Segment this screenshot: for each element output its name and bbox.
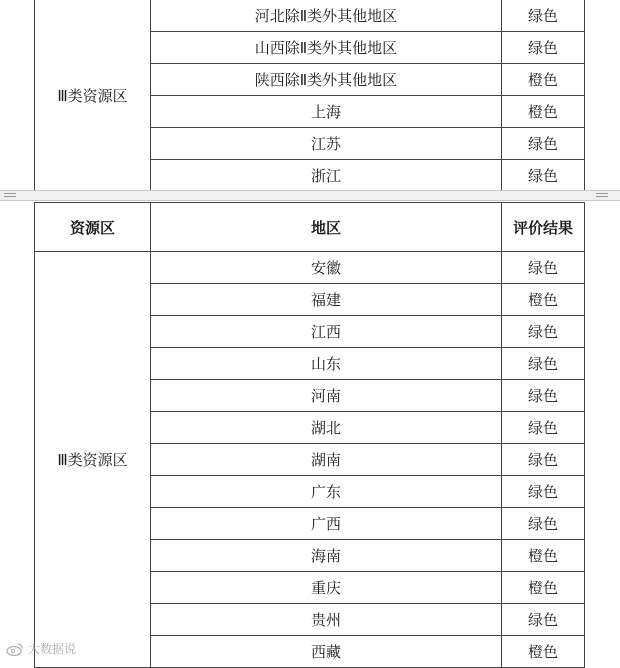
table-row	[35, 0, 585, 32]
result-cell: 绿色	[502, 252, 585, 284]
result-cell: 绿色	[502, 508, 585, 540]
region-cell: 广东	[151, 476, 502, 508]
region-cell: 河南	[151, 380, 502, 412]
weibo-icon	[6, 642, 24, 656]
zone-cell: Ⅲ类资源区	[35, 0, 151, 192]
column-header-zone: 资源区	[35, 203, 151, 252]
table-header-row	[35, 203, 585, 252]
region-cell: 广西	[151, 508, 502, 540]
region-cell: 陕西除Ⅱ类外其他地区	[151, 64, 502, 96]
result-cell: 绿色	[502, 348, 585, 380]
resource-zone-table-continued	[34, 0, 585, 192]
region-cell: 西藏	[151, 636, 502, 668]
result-cell: 绿色	[502, 0, 585, 32]
resource-zone-table	[34, 202, 585, 668]
result-cell: 橙色	[502, 64, 585, 96]
region-cell: 江西	[151, 316, 502, 348]
result-cell: 绿色	[502, 32, 585, 64]
result-cell: 绿色	[502, 380, 585, 412]
result-cell: 绿色	[502, 444, 585, 476]
region-cell: 山东	[151, 348, 502, 380]
result-cell: 绿色	[502, 128, 585, 160]
result-cell: 橙色	[502, 636, 585, 668]
region-cell: 湖南	[151, 444, 502, 476]
region-cell: 福建	[151, 284, 502, 316]
region-cell: 河北除Ⅱ类外其他地区	[151, 0, 502, 32]
result-cell: 绿色	[502, 412, 585, 444]
region-cell: 上海	[151, 96, 502, 128]
region-cell: 湖北	[151, 412, 502, 444]
zone-cell: Ⅲ类资源区	[35, 252, 151, 668]
watermark	[6, 640, 76, 657]
region-cell: 安徽	[151, 252, 502, 284]
result-cell: 绿色	[502, 604, 585, 636]
region-cell: 贵州	[151, 604, 502, 636]
result-cell: 绿色	[502, 160, 585, 192]
result-cell: 绿色	[502, 316, 585, 348]
region-cell: 重庆	[151, 572, 502, 604]
region-cell: 山西除Ⅱ类外其他地区	[151, 32, 502, 64]
region-cell: 海南	[151, 540, 502, 572]
page-break-marker-left	[4, 193, 16, 197]
result-cell: 橙色	[502, 540, 585, 572]
region-cell: 江苏	[151, 128, 502, 160]
result-cell: 橙色	[502, 284, 585, 316]
region-cell: 浙江	[151, 160, 502, 192]
column-header-result: 评价结果	[502, 203, 585, 252]
watermark-text: 大数据说	[28, 642, 77, 656]
page-break-marker-right	[596, 193, 608, 197]
result-cell: 橙色	[502, 96, 585, 128]
result-cell: 绿色	[502, 476, 585, 508]
page-break-divider	[0, 190, 620, 201]
result-cell: 橙色	[502, 572, 585, 604]
column-header-region: 地区	[151, 203, 502, 252]
table-row	[35, 252, 585, 284]
